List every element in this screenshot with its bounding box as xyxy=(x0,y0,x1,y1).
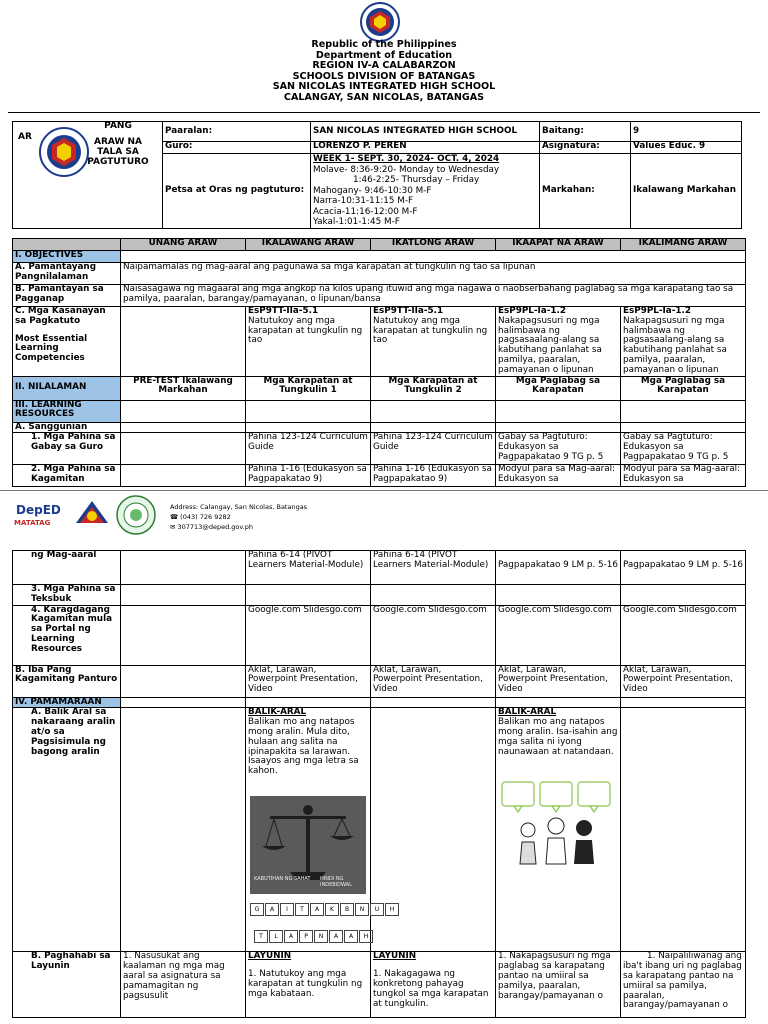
matatag-logo: MATATAG xyxy=(14,519,51,527)
resource-cell: Modyul para sa Mag-aaral: Edukasyon sa xyxy=(496,465,621,487)
sched-line: Molave- 8:36-9:20- Monday to Wednesday xyxy=(313,164,500,175)
markahan-value: Ikalawang Markahan xyxy=(631,154,742,229)
resource-cell: Pahina 6-14 (PIVOT Learners Material-Module) xyxy=(246,551,371,585)
resource-cell: Pagpapakatao 9 LM p. 5-16 xyxy=(621,551,746,585)
kagamitan-label: 2. Mga Pahina sa Kagamitan xyxy=(13,465,121,487)
sched-line: Mahogany- 9:46-10:30 M-F xyxy=(313,185,432,196)
letter-boxes-row-1 xyxy=(250,903,400,916)
school-seal xyxy=(116,495,156,539)
layunin-cell: LAYUNIN 1. Nakagagawa ng konkretong pahayag tungkol sa mga karapatan at tungkulin. xyxy=(371,952,496,1018)
competency-cell: EsP9PL-Ia-1.2 Nakapagsusuri ng mga halimbawa ng pagsasaalang-alang sa kabutihang panlahat sa pamilya, paaralan, pamayanan o lipunan xyxy=(496,307,621,377)
resource-cell: Aklat, Larawan, Powerpoint Presentation, Video xyxy=(371,665,496,697)
paghahabi-label: B. Paghahabi sa Layunin xyxy=(13,952,121,1018)
school-address: Address: Calangay, San Nicolas, Batangas ☎ (043) 726 9282 ✉ 307713@deped.gov.ph xyxy=(170,503,308,531)
letterhead-divider xyxy=(8,112,760,113)
deped-logo: DepED xyxy=(16,503,61,517)
letter-box: H xyxy=(359,930,373,943)
guro-label: Guro: xyxy=(163,142,311,154)
letter-box: I xyxy=(280,903,294,916)
sanggunian-label: A. Sanggunian xyxy=(13,422,121,433)
letter-box: K xyxy=(325,903,339,916)
letter-box: A xyxy=(344,930,358,943)
layunin-cell: LAYUNIN 1. Natutukoy ang mga karapatan at tungkulin ng mga kabataan. xyxy=(246,952,371,1018)
pamantayang-text: Naipamamalas ng mag-aaral ang pagunawa sa mga karapatan at tungkulin ng tao sa lipunan xyxy=(121,263,746,285)
objectives-heading: I. OBJECTIVES xyxy=(13,251,121,263)
header-title-cell xyxy=(13,122,163,229)
resource-cell: Google.com Slidesgo.com xyxy=(246,605,371,665)
deped-seal-top xyxy=(360,2,400,42)
letter-box: T xyxy=(295,903,309,916)
nilalaman-cell: Mga Karapatan at Tungkulin 1 xyxy=(246,376,371,400)
resource-cell: Aklat, Larawan, Powerpoint Presentation, Video xyxy=(246,665,371,697)
sched-line: Narra-10:31-11:15 M-F xyxy=(313,196,414,206)
sched-line: 1:46-2:25- Thursday – Friday xyxy=(353,175,480,185)
letter-box: A xyxy=(329,930,343,943)
letter-box: N xyxy=(355,903,369,916)
letter-box: N xyxy=(314,930,328,943)
resource-cell: Pahina 1-16 (Edukasyon sa Pagpapakatao 9) xyxy=(246,465,371,487)
resource-cell: Google.com Slidesgo.com xyxy=(371,605,496,665)
nilalaman-cell: PRE-TEST Ikalawang Markahan xyxy=(121,376,246,400)
resource-cell: Google.com Slidesgo.com xyxy=(496,605,621,665)
letter-box: L xyxy=(269,930,283,943)
day-header: UNANG ARAW xyxy=(121,239,246,251)
letter-box: A xyxy=(265,903,279,916)
resource-cell: Pahina 1-16 (Edukasyon sa Pagpapakatao 9) xyxy=(371,465,496,487)
karagdagan-label: 4. Karagdagang Kagamitan mula sa Portal ng Learning Resources xyxy=(13,605,121,665)
day-header: IKALAWANG ARAW xyxy=(246,239,371,251)
lesson-table-page2 xyxy=(12,550,746,1018)
corner-cell xyxy=(13,239,121,251)
resource-cell: Google.com Slidesgo.com xyxy=(621,605,746,665)
nilalaman-heading: II. NILALAMAN xyxy=(13,376,121,400)
pagganap-text: Naisasagawa ng magaaral ang mga angkop na kilos upang ituwid ang mga nagawa o naobserbahang paglabag sa mga karapatang tao sa pamilya, paaralan, barangay/pamayanan, o lipunan/bansa xyxy=(121,285,746,307)
paaralan-label: Paaralan: xyxy=(163,122,311,142)
teksbuk-label: 3. Mga Pahina sa Teksbuk xyxy=(13,585,121,606)
nilalaman-cell: Mga Paglabag sa Karapatan xyxy=(496,376,621,400)
letterhead: Republic of the Philippines Department of Education REGION IV-A CALABARZON SCHOOLS DIVISION OF BATANGAS SAN NICOLAS INTEGRATED HIGH SCHOOL CALANGAY, SAN NICOLAS, BATANGAS xyxy=(272,39,496,103)
sched-line: Yakal-1:01-1:45 M-F xyxy=(313,217,400,227)
layunin-cell: 1. Naipaliliwanag ang iba't ibang uri ng paglabag sa karapatang pantao na umiiral sa pamilya, paaralan, barangay/pamayanan o xyxy=(621,952,746,1018)
baitang-label: Baitang: xyxy=(540,122,631,142)
justice-scale-image xyxy=(250,796,366,894)
letter-box: G xyxy=(250,903,264,916)
baitang-value: 9 xyxy=(631,122,742,142)
letter-box: T xyxy=(254,930,268,943)
layunin-cell: 1. Nasusukat ang kaalaman ng mga mag aaral sa asignatura sa pamamagitan ng pagsusulit xyxy=(121,952,246,1018)
day-header: IKALIMANG ARAW xyxy=(621,239,746,251)
resource-cell: Gabay sa Pagtuturo: Edukasyon sa Pagpapakatao 9 TG p. 5 xyxy=(496,433,621,465)
pamamaraan-heading: IV. PAMAMARAAN xyxy=(13,697,121,708)
resource-cell: Pahina 123-124 Curriculum Guide xyxy=(371,433,496,465)
letter-box: A xyxy=(310,903,324,916)
asignatura-label: Asignatura: xyxy=(540,142,631,154)
resource-cell: Pahina 6-14 (PIVOT Learners Material-Module) xyxy=(371,551,496,585)
header-table xyxy=(12,121,742,229)
resource-cell: Pahina 123-124 Curriculum Guide xyxy=(246,433,371,465)
kasanayan-label: C. Mga Kasanayan sa Pagkatuto Most Essential Learning Competencies xyxy=(13,307,121,377)
header-title-ap: AR xyxy=(18,132,32,142)
nilalaman-cell: Mga Paglabag sa Karapatan xyxy=(621,376,746,400)
nilalaman-cell: Mga Karapatan at Tungkulin 2 xyxy=(371,376,496,400)
petsa-label: Petsa at Oras ng pagtuturo: xyxy=(163,154,311,229)
layunin-cell: 1. Nakapagsusuri ng mga paglabag sa karapatang pantao na umiiral sa pamilya, paaralan, barangay/pamayanan o xyxy=(496,952,621,1018)
letter-box: U xyxy=(370,903,384,916)
kagamitan-label-cont: ng Mag-aaral xyxy=(13,551,121,585)
day-header: IKAAPAT NA ARAW xyxy=(496,239,621,251)
balik-aral-label: A. Balik Aral sa nakaraang aralin at/o sa Pagsisimula ng bagong aralin xyxy=(13,708,121,952)
letter-boxes-row-2 xyxy=(254,930,374,943)
competency-cell: EsP9PL-Ia-1.2 Nakapagsusuri ng mga halimbawa ng pagsasaalang-alang sa kabutihang panlahat sa pamilya, paaralan, pamayanan o lipunan xyxy=(621,307,746,377)
iba-pang-kagamitan-label: B. Iba Pang Kagamitang Panturo xyxy=(13,665,121,697)
sched-line: Acacia-11:16-12:00 M-F xyxy=(313,206,418,217)
scale-label-right: HINDI NG INDEBIDWAL xyxy=(320,876,352,888)
pamantayang-label: A. Pamantayang Pangnilalaman xyxy=(13,263,121,285)
week-label: WEEK 1- SEPT. 30, 2024- OCT. 4, 2024 xyxy=(313,154,500,164)
scale-label-left: KABUTIHAN NG SAHAT xyxy=(254,876,311,882)
lesson-table-page1 xyxy=(12,238,746,487)
email-icon: ✉ xyxy=(170,523,178,531)
balik-aral-cell: BALIK-ARAL Balikan mo ang natapos mong aralin. Mula dito, hulaan ang salita na ipinapakita sa larawan. Isaayos ang mga letra sa kahon. xyxy=(246,708,371,952)
phone-icon: ☎ xyxy=(170,513,181,521)
resource-cell: Pagpapakatao 9 LM p. 5-16 xyxy=(496,551,621,585)
markahan-label: Markahan: xyxy=(540,154,631,229)
paaralan-value: SAN NICOLAS INTEGRATED HIGH SCHOOL xyxy=(311,122,540,142)
competency-cell: EsP9TT-IIa-5.1 Natutukoy ang mga karapatan at tungkulin ng tao xyxy=(371,307,496,377)
gabay-guro-label: 1. Mga Pahina sa Gabay sa Guro xyxy=(13,433,121,465)
bagong-pilipinas-logo xyxy=(72,497,112,533)
competency-cell: EsP9TT-IIa-5.1 Natutukoy ang mga karapatan at tungkulin ng tao xyxy=(246,307,371,377)
resource-cell: Modyul para sa Mag-aaral: Edukasyon sa xyxy=(621,465,746,487)
resource-cell: Aklat, Larawan, Powerpoint Presentation, Video xyxy=(496,665,621,697)
children-speech-bubbles-image xyxy=(500,780,614,866)
letter-box: P xyxy=(299,930,313,943)
letter-box: B xyxy=(340,903,354,916)
letter-box: H xyxy=(385,903,399,916)
resource-cell: Aklat, Larawan, Powerpoint Presentation, Video xyxy=(621,665,746,697)
footer-divider xyxy=(0,490,768,491)
resource-cell: Gabay sa Pagtuturo: Edukasyon sa Pagpapakatao 9 TG p. 5 xyxy=(621,433,746,465)
letter-box: A xyxy=(284,930,298,943)
footer xyxy=(0,495,768,535)
asignatura-value: Values Educ. 9 xyxy=(631,142,742,154)
schedule-cell xyxy=(311,154,540,229)
header-title: PANG ARAW NA TALA SA PAGTUTURO xyxy=(87,121,149,167)
day-header: IKATLONG ARAW xyxy=(371,239,496,251)
guro-value: LORENZO P. PEREN xyxy=(311,142,540,154)
learning-resources-heading: III. LEARNING RESOURCES xyxy=(13,400,121,422)
balik-aral-cell: BALIK-ARAL Balikan mo ang natapos mong aralin. Isa-isahin ang mga salita ni iyong naunawaan at natandaan. xyxy=(496,708,621,952)
pagganap-label: B. Pamantayan sa Pagganap xyxy=(13,285,121,307)
